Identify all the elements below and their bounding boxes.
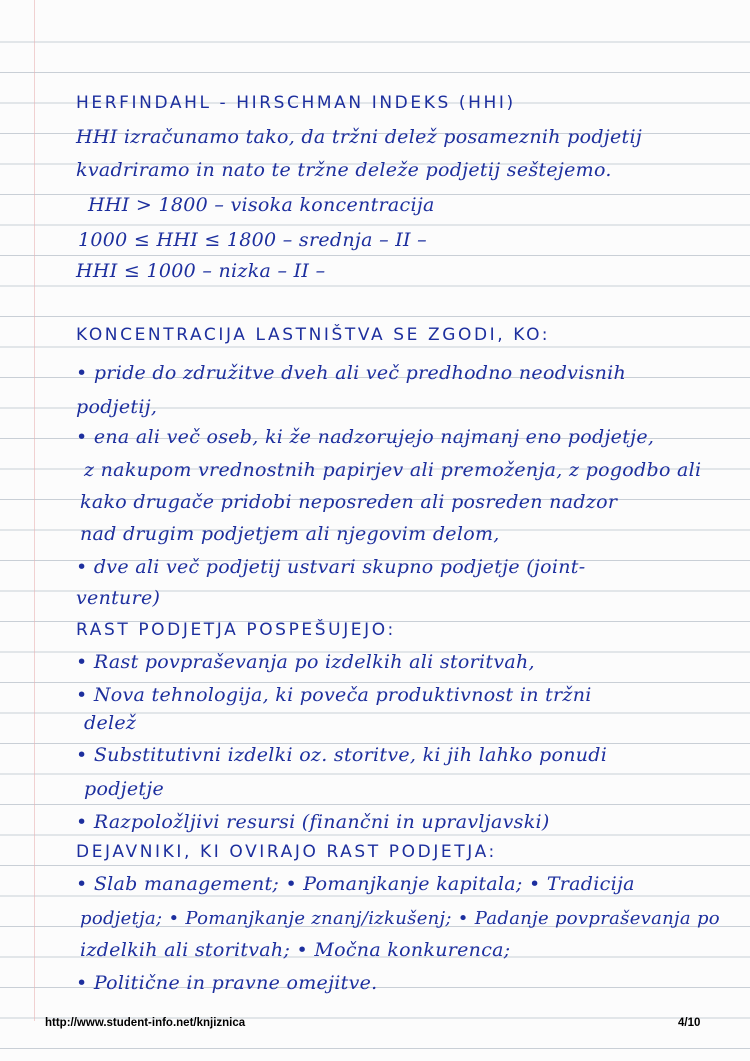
page-number: 4/10 (678, 1017, 701, 1029)
list-item: • Substitutivni izdelki oz. storitve, ki jih lahko ponudi (76, 744, 608, 766)
text-line: izdelkih ali storitvah; • Močna konkurenca; (80, 939, 511, 961)
text-line: HHI > 1800 – visoka koncentracija (88, 194, 435, 216)
list-item: • Rast povpraševanja po izdelkih ali storitvah, (76, 651, 535, 673)
margin-line (34, 0, 35, 1021)
text-line: delež (84, 712, 137, 734)
footer-url: http://www.student-info.net/knjiznica (45, 1017, 246, 1029)
text-line: z nakupom vrednostnih papirjev ali premoženja, z pogodbo ali (84, 459, 702, 481)
list-item: • ena ali več oseb, ki že nadzorujejo najmanj eno podjetje, (76, 426, 655, 448)
text-line: 1000 ≤ HHI ≤ 1800 – srednja – II – (78, 229, 427, 251)
text-line: podjetje (84, 778, 165, 800)
heading-hhi: HERFINDAHL - HIRSCHMAN INDEKS (HHI) (76, 93, 516, 113)
heading-koncentracija: KONCENTRACIJA LASTNIŠTVA SE ZGODI, KO: (76, 325, 551, 345)
text-line: podjetja; • Pomanjkanje znanj/izkušenj; • Padanje povpraševanja po (80, 908, 720, 929)
list-item: • dve ali več podjetij ustvari skupno podjetje (joint- (76, 556, 586, 578)
list-item: • Slab management; • Pomanjkanje kapitala; • Tradicija (76, 873, 635, 895)
text-line: kvadriramo in nato te tržne deleže podjetij seštejemo. (76, 159, 612, 181)
list-item: • Nova tehnologija, ki poveča produktivnost in tržni (76, 684, 592, 706)
heading-dejavniki: DEJAVNIKI, KI OVIRAJO RAST PODJETJA: (76, 842, 497, 862)
text-line: venture) (76, 587, 161, 609)
list-item: • Razpoložljivi resursi (finančni in upravljavski) (76, 811, 550, 833)
text-line: kako drugače pridobi neposreden ali posreden nadzor (80, 491, 618, 513)
text-line: nad drugim podjetjem ali njegovim delom, (80, 523, 500, 545)
list-item: • Politične in pravne omejitve. (76, 972, 378, 994)
text-line: HHI izračunamo tako, da tržni delež posameznih podjetij (76, 126, 643, 148)
heading-rast: RAST PODJETJA POSPEŠUJEJO: (76, 620, 396, 640)
list-item: • pride do združitve dveh ali več predhodno neodvisnih (76, 362, 627, 384)
text-line: HHI ≤ 1000 – nizka – II – (76, 260, 326, 282)
text-line: podjetij, (76, 396, 158, 418)
